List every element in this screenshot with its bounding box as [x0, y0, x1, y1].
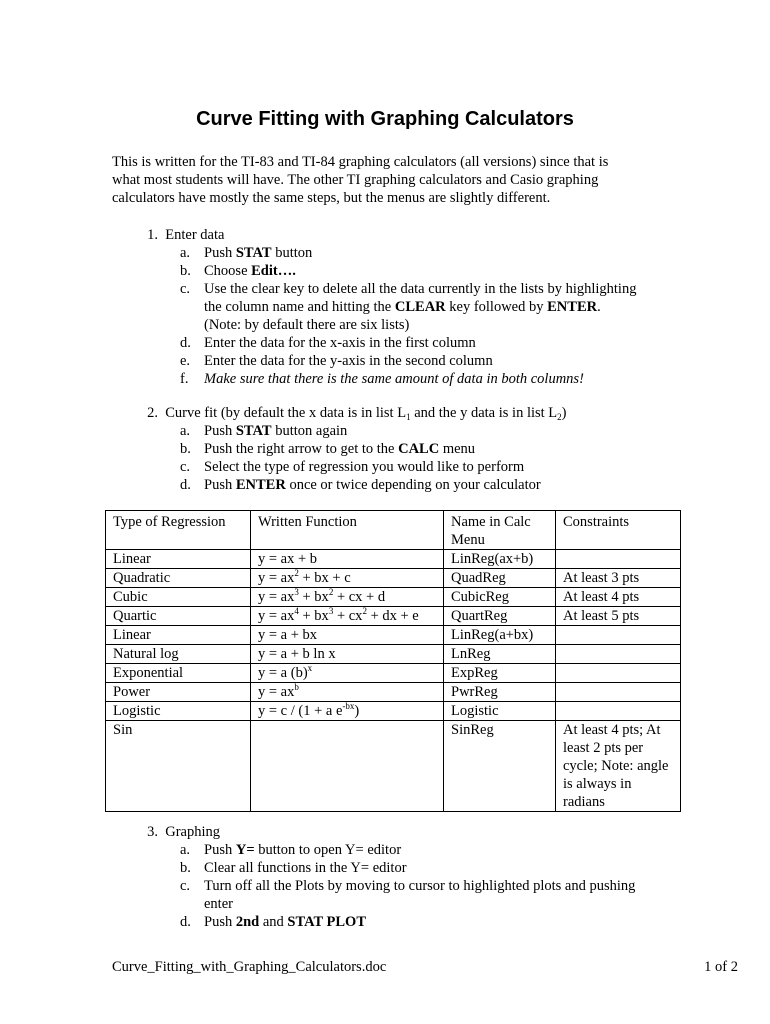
step-heading: 3. Graphing: [147, 824, 221, 840]
constraints-cell: [556, 702, 681, 721]
regression-type-cell: Linear: [106, 550, 251, 569]
table-header-cell: Name in Calc Menu: [444, 511, 556, 550]
footer-filename: Curve_Fitting_with_Graphing_Calculators.doc: [112, 959, 387, 975]
step-graphing: [112, 823, 682, 931]
written-function-cell: y = a + bx: [251, 626, 444, 645]
written-function-cell: y = a $(b)^x$: [251, 664, 444, 683]
regression-type-cell: Exponential: [106, 664, 251, 683]
step-item: d. Push ENTER once or twice depending on your calculator: [180, 477, 541, 493]
regression-type-cell: Logistic: [106, 702, 251, 721]
constraints-cell: At least 4 pts; At least 2 pts per cycle; Note: angle is always in radians: [556, 721, 681, 812]
step-enter-data: [112, 226, 682, 388]
regression-type-cell: Quartic: [106, 607, 251, 626]
table-row: [106, 721, 681, 812]
written-function-cell: $y = ax^3 + bx^2$ + cx + d: [251, 588, 444, 607]
calc-menu-name-cell: CubicReg: [444, 588, 556, 607]
step-curve-fit: [112, 404, 682, 494]
table-row: [106, 645, 681, 664]
calc-menu-name-cell: LinReg(a+bx): [444, 626, 556, 645]
written-function-cell: $y = ax^4 + bx^3 + cx^2$ + dx + e: [251, 607, 444, 626]
step-heading: 1. Enter data: [147, 227, 225, 243]
constraints-cell: At least 3 pts: [556, 569, 681, 588]
calc-menu-name-cell: LnReg: [444, 645, 556, 664]
table-body: [106, 550, 681, 812]
table-row: [106, 588, 681, 607]
step-item: d. Push 2nd and STAT PLOT: [180, 914, 366, 930]
written-function-cell: y = a + b ln x: [251, 645, 444, 664]
step-item: d. Enter the data for the x-axis in the first column: [180, 335, 476, 351]
step-heading: 2. Curve fit (by default the x data is in list $L_1$ and the y data is in list $L_2$): [147, 405, 567, 422]
constraints-cell: At least 4 pts: [556, 588, 681, 607]
calc-menu-name-cell: LinReg(ax+b): [444, 550, 556, 569]
regression-type-cell: Linear: [106, 626, 251, 645]
regression-type-cell: Power: [106, 683, 251, 702]
footer-page-number: 1 of 2: [704, 959, 738, 975]
written-function-cell: $y = ax^2$ + bx + c: [251, 569, 444, 588]
intro-line: what most students will have. The other TI graphing calculators and Casio graphing: [112, 172, 599, 188]
step-item: e. Enter the data for the y-axis in the second column: [180, 353, 493, 369]
written-function-cell: y = c / (1 + a $e^{-bx}$): [251, 702, 444, 721]
table-row: [106, 702, 681, 721]
table-header-cell: Written Function: [251, 511, 444, 550]
constraints-cell: [556, 550, 681, 569]
table-row: [106, 569, 681, 588]
constraints-cell: [556, 645, 681, 664]
written-function-cell: $y = ax^b$: [251, 683, 444, 702]
calc-menu-name-cell: PwrReg: [444, 683, 556, 702]
intro-line: This is written for the TI-83 and TI-84 graphing calculators (all versions) since that is: [112, 154, 609, 170]
calc-menu-name-cell: SinReg: [444, 721, 556, 812]
step-item-continued: enter: [204, 896, 233, 912]
table-row: [106, 683, 681, 702]
step-item: a. Push STAT button again: [180, 423, 348, 439]
document-title: Curve Fitting with Graphing Calculators: [196, 108, 574, 130]
calc-menu-name-cell: QuartReg: [444, 607, 556, 626]
step-item: b. Push the right arrow to get to the CALC menu: [180, 441, 476, 457]
step-item: c. Select the type of regression you would like to perform: [180, 459, 525, 475]
table-row: [106, 550, 681, 569]
step-item: b. Clear all functions in the Y= editor: [180, 860, 407, 876]
step-item: b. Choose Edit….: [180, 263, 296, 279]
step-item-continued: (Note: by default there are six lists): [204, 317, 410, 333]
intro-line: calculators have mostly the same steps, but the menus are slightly different.: [112, 190, 551, 206]
step-item: c. Use the clear key to delete all the data currently in the lists by highlighting: [180, 281, 637, 297]
table-header-cell: Constraints: [556, 511, 681, 550]
calc-menu-name-cell: Logistic: [444, 702, 556, 721]
step-item: a. Push Y= button to open Y= editor: [180, 842, 402, 858]
constraints-cell: [556, 664, 681, 683]
step-item: c. Turn off all the Plots by moving to cursor to highlighted plots and pushing: [180, 878, 636, 894]
regression-table: [105, 510, 681, 812]
constraints-cell: [556, 626, 681, 645]
table-header-row: [106, 511, 681, 550]
written-function-cell: y = ax + b: [251, 550, 444, 569]
table-row: [106, 626, 681, 645]
constraints-cell: At least 5 pts: [556, 607, 681, 626]
table-row: [106, 607, 681, 626]
calc-menu-name-cell: ExpReg: [444, 664, 556, 683]
table-header-cell: Type of Regression: [106, 511, 251, 550]
regression-type-cell: Natural log: [106, 645, 251, 664]
regression-type-cell: Sin: [106, 721, 251, 812]
regression-type-cell: Quadratic: [106, 569, 251, 588]
written-function-cell: [251, 721, 444, 812]
constraints-cell: [556, 683, 681, 702]
regression-type-cell: Cubic: [106, 588, 251, 607]
intro-paragraph: [112, 153, 672, 207]
step-item: a. Push STAT button: [180, 245, 313, 261]
calc-menu-name-cell: QuadReg: [444, 569, 556, 588]
step-item-continued: the column name and hitting the CLEAR key followed by ENTER.: [204, 299, 601, 315]
table-row: [106, 664, 681, 683]
step-item: f. Make sure that there is the same amount of data in both columns!: [180, 371, 584, 387]
